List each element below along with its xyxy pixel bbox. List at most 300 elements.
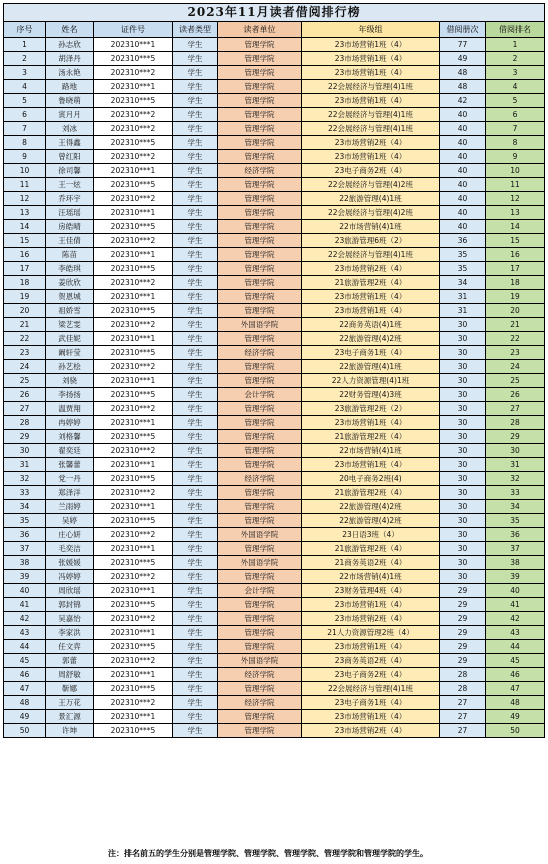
table-row: [4, 178, 545, 192]
cell-seq: 19: [4, 290, 46, 304]
cell-seq: 46: [4, 668, 46, 682]
table-row: [4, 150, 545, 164]
cell-grade-group: 23电子商务1班（4）: [302, 696, 440, 710]
table-row: [4, 402, 545, 416]
cell-borrow-count: 30: [440, 556, 486, 570]
cell-id: 202310***2: [94, 122, 173, 136]
cell-borrow-rank: 32: [486, 472, 545, 486]
cell-seq: 24: [4, 360, 46, 374]
cell-reader-unit: 管理学院: [218, 682, 302, 696]
cell-seq: 21: [4, 318, 46, 332]
cell-seq: 41: [4, 598, 46, 612]
table-row: [4, 346, 545, 360]
cell-borrow-count: 31: [440, 304, 486, 318]
cell-reader-unit: 经济学院: [218, 346, 302, 360]
cell-reader-unit: 管理学院: [218, 486, 302, 500]
cell-reader-type: 学生: [173, 318, 218, 332]
cell-id: 202310***5: [94, 94, 173, 108]
cell-seq: 4: [4, 80, 46, 94]
cell-seq: 34: [4, 500, 46, 514]
cell-reader-type: 学生: [173, 556, 218, 570]
table-title: 2023年11月读者借阅排行榜: [4, 4, 545, 22]
cell-borrow-count: 30: [440, 360, 486, 374]
cell-id: 202310***5: [94, 262, 173, 276]
table-row: [4, 696, 545, 710]
cell-reader-unit: 外国语学院: [218, 556, 302, 570]
cell-borrow-rank: 37: [486, 542, 545, 556]
table-row: [4, 374, 545, 388]
cell-reader-unit: 管理学院: [218, 52, 302, 66]
cell-borrow-rank: 4: [486, 80, 545, 94]
cell-reader-type: 学生: [173, 710, 218, 724]
cell-reader-type: 学生: [173, 178, 218, 192]
table-row: [4, 94, 545, 108]
cell-seq: 9: [4, 150, 46, 164]
cell-reader-type: 学生: [173, 94, 218, 108]
cell-id: 202310***2: [94, 150, 173, 164]
cell-name: 刘冰: [46, 122, 94, 136]
cell-reader-type: 学生: [173, 346, 218, 360]
cell-id: 202310***5: [94, 388, 173, 402]
cell-reader-unit: 管理学院: [218, 402, 302, 416]
cell-borrow-rank: 9: [486, 150, 545, 164]
cell-name: 阚轩莹: [46, 346, 94, 360]
cell-seq: 23: [4, 346, 46, 360]
cell-id: 202310***1: [94, 668, 173, 682]
cell-grade-group: 23电子商务2班（4）: [302, 668, 440, 682]
cell-borrow-count: 30: [440, 388, 486, 402]
cell-reader-unit: 管理学院: [218, 94, 302, 108]
cell-reader-unit: 经济学院: [218, 472, 302, 486]
cell-borrow-rank: 18: [486, 276, 545, 290]
cell-grade-group: 22市场营销(4)1班: [302, 570, 440, 584]
cell-name: 党一丹: [46, 472, 94, 486]
cell-grade-group: 23市场营销1班（4）: [302, 458, 440, 472]
cell-borrow-count: 30: [440, 402, 486, 416]
cell-borrow-count: 40: [440, 108, 486, 122]
cell-grade-group: 22旅游管理(4)2班: [302, 332, 440, 346]
cell-reader-unit: 管理学院: [218, 542, 302, 556]
cell-id: 202310***1: [94, 80, 173, 94]
cell-borrow-rank: 11: [486, 178, 545, 192]
cell-id: 202310***1: [94, 38, 173, 52]
cell-reader-unit: 管理学院: [218, 612, 302, 626]
cell-borrow-rank: 22: [486, 332, 545, 346]
cell-borrow-rank: 1: [486, 38, 545, 52]
cell-id: 202310***2: [94, 528, 173, 542]
header-grade-group: 年级组: [302, 22, 440, 38]
cell-reader-type: 学生: [173, 136, 218, 150]
cell-borrow-count: 29: [440, 640, 486, 654]
cell-reader-unit: 管理学院: [218, 108, 302, 122]
table-row: [4, 318, 545, 332]
cell-borrow-rank: 49: [486, 710, 545, 724]
table-row: [4, 360, 545, 374]
cell-name: 寅月月: [46, 108, 94, 122]
cell-grade-group: 22会展经济与管理(4)2班: [302, 178, 440, 192]
cell-id: 202310***2: [94, 318, 173, 332]
cell-borrow-rank: 47: [486, 682, 545, 696]
cell-reader-unit: 管理学院: [218, 444, 302, 458]
cell-name: 张馨蕾: [46, 458, 94, 472]
cell-name: 曾红阳: [46, 150, 94, 164]
cell-grade-group: 23市场营销2班（4）: [302, 724, 440, 738]
cell-name: 吴婷: [46, 514, 94, 528]
cell-grade-group: 21旅游管理2班（4）: [302, 430, 440, 444]
table-row: [4, 710, 545, 724]
cell-seq: 6: [4, 108, 46, 122]
cell-borrow-count: 30: [440, 486, 486, 500]
cell-id: 202310***5: [94, 724, 173, 738]
cell-id: 202310***2: [94, 444, 173, 458]
cell-reader-type: 学生: [173, 304, 218, 318]
cell-reader-type: 学生: [173, 360, 218, 374]
cell-seq: 42: [4, 612, 46, 626]
cell-id: 202310***1: [94, 458, 173, 472]
cell-borrow-rank: 50: [486, 724, 545, 738]
cell-name: 王得鑫: [46, 136, 94, 150]
cell-id: 202310***5: [94, 640, 173, 654]
table-row: [4, 234, 545, 248]
cell-reader-unit: 管理学院: [218, 304, 302, 318]
header-id: 证件号: [94, 22, 173, 38]
cell-grade-group: 23市场营销1班（4）: [302, 710, 440, 724]
cell-reader-unit: 管理学院: [218, 514, 302, 528]
cell-id: 202310***5: [94, 556, 173, 570]
cell-reader-unit: 管理学院: [218, 248, 302, 262]
cell-reader-type: 学生: [173, 122, 218, 136]
cell-borrow-rank: 38: [486, 556, 545, 570]
cell-name: 胡泽丹: [46, 52, 94, 66]
cell-borrow-count: 40: [440, 164, 486, 178]
cell-reader-type: 学生: [173, 444, 218, 458]
cell-reader-type: 学生: [173, 66, 218, 80]
cell-id: 202310***1: [94, 626, 173, 640]
cell-reader-unit: 管理学院: [218, 206, 302, 220]
cell-borrow-count: 27: [440, 724, 486, 738]
cell-reader-unit: 管理学院: [218, 192, 302, 206]
cell-name: 景汇源: [46, 710, 94, 724]
cell-grade-group: 22市场营销(4)1班: [302, 220, 440, 234]
cell-reader-unit: 管理学院: [218, 276, 302, 290]
cell-grade-group: 23市场营销1班（4）: [302, 304, 440, 318]
cell-id: 202310***5: [94, 472, 173, 486]
cell-reader-type: 学生: [173, 290, 218, 304]
cell-reader-type: 学生: [173, 402, 218, 416]
cell-grade-group: 23市场营销2班（4）: [302, 262, 440, 276]
cell-reader-type: 学生: [173, 248, 218, 262]
cell-id: 202310***5: [94, 136, 173, 150]
cell-grade-group: 22会展经济与管理(4)1班: [302, 108, 440, 122]
cell-reader-unit: 经济学院: [218, 668, 302, 682]
cell-borrow-count: 35: [440, 262, 486, 276]
cell-borrow-rank: 34: [486, 500, 545, 514]
cell-seq: 13: [4, 206, 46, 220]
table-row: [4, 220, 545, 234]
cell-id: 202310***5: [94, 514, 173, 528]
cell-grade-group: 23市场营销1班（4）: [302, 598, 440, 612]
cell-borrow-count: 28: [440, 668, 486, 682]
cell-seq: 35: [4, 514, 46, 528]
cell-id: 202310***5: [94, 304, 173, 318]
cell-seq: 5: [4, 94, 46, 108]
table-row: [4, 136, 545, 150]
cell-name: 汪瑶瑶: [46, 206, 94, 220]
cell-name: 孙志欣: [46, 38, 94, 52]
cell-id: 202310***2: [94, 696, 173, 710]
cell-borrow-rank: 45: [486, 654, 545, 668]
table-row: [4, 458, 545, 472]
cell-grade-group: 23市场营销1班（4）: [302, 38, 440, 52]
cell-name: 毛奕洁: [46, 542, 94, 556]
cell-reader-type: 学生: [173, 206, 218, 220]
cell-borrow-count: 30: [440, 514, 486, 528]
table-row: [4, 514, 545, 528]
cell-reader-type: 学生: [173, 234, 218, 248]
cell-borrow-rank: 41: [486, 598, 545, 612]
cell-borrow-count: 30: [440, 542, 486, 556]
cell-name: 鲁晓萌: [46, 94, 94, 108]
cell-borrow-rank: 28: [486, 416, 545, 430]
table-row: [4, 556, 545, 570]
cell-borrow-rank: 13: [486, 206, 545, 220]
cell-grade-group: 22市场营销(4)1班: [302, 444, 440, 458]
table-row: [4, 598, 545, 612]
table-row: [4, 66, 545, 80]
cell-seq: 28: [4, 416, 46, 430]
cell-name: 温贾翔: [46, 402, 94, 416]
cell-name: 吴嘉怡: [46, 612, 94, 626]
cell-id: 202310***1: [94, 584, 173, 598]
cell-borrow-count: 27: [440, 710, 486, 724]
cell-borrow-count: 77: [440, 38, 486, 52]
cell-grade-group: 23市场营销2班（4）: [302, 612, 440, 626]
cell-reader-type: 学生: [173, 570, 218, 584]
table-row: [4, 486, 545, 500]
cell-id: 202310***2: [94, 108, 173, 122]
cell-name: 武佳妮: [46, 332, 94, 346]
cell-name: 周舒敏: [46, 668, 94, 682]
cell-seq: 15: [4, 234, 46, 248]
cell-name: 房皓晴: [46, 220, 94, 234]
table-row: [4, 668, 545, 682]
cell-id: 202310***2: [94, 276, 173, 290]
cell-grade-group: 23市场营销1班（4）: [302, 66, 440, 80]
cell-id: 202310***1: [94, 164, 173, 178]
cell-grade-group: 23旅游管理6班（2）: [302, 234, 440, 248]
cell-borrow-count: 30: [440, 430, 486, 444]
cell-seq: 49: [4, 710, 46, 724]
cell-borrow-rank: 35: [486, 514, 545, 528]
table-row: [4, 290, 545, 304]
cell-grade-group: 23市场营销1班（4）: [302, 640, 440, 654]
cell-name: 王佳倩: [46, 234, 94, 248]
cell-reader-type: 学生: [173, 430, 218, 444]
cell-borrow-rank: 7: [486, 122, 545, 136]
table-row: [4, 640, 545, 654]
cell-borrow-rank: 5: [486, 94, 545, 108]
cell-id: 202310***2: [94, 192, 173, 206]
cell-name: 汤永艳: [46, 66, 94, 80]
cell-reader-type: 学生: [173, 724, 218, 738]
cell-seq: 25: [4, 374, 46, 388]
cell-grade-group: 22财务管理(4)3班: [302, 388, 440, 402]
cell-reader-unit: 管理学院: [218, 66, 302, 80]
table-row: [4, 108, 545, 122]
cell-name: 冯婷婷: [46, 570, 94, 584]
cell-reader-type: 学生: [173, 584, 218, 598]
cell-reader-unit: 经济学院: [218, 164, 302, 178]
cell-borrow-count: 28: [440, 682, 486, 696]
cell-borrow-count: 42: [440, 94, 486, 108]
table-row: [4, 416, 545, 430]
cell-borrow-rank: 20: [486, 304, 545, 318]
cell-name: 郭封锦: [46, 598, 94, 612]
cell-reader-unit: 会计学院: [218, 388, 302, 402]
cell-id: 202310***5: [94, 52, 173, 66]
cell-seq: 32: [4, 472, 46, 486]
cell-borrow-rank: 40: [486, 584, 545, 598]
table-row: [4, 276, 545, 290]
cell-seq: 18: [4, 276, 46, 290]
cell-id: 202310***5: [94, 598, 173, 612]
table-row: [4, 332, 545, 346]
cell-reader-type: 学生: [173, 626, 218, 640]
table-row: [4, 444, 545, 458]
cell-grade-group: 23旅游管理2班（2）: [302, 402, 440, 416]
cell-seq: 22: [4, 332, 46, 346]
cell-grade-group: 23电子商务1班（4）: [302, 346, 440, 360]
cell-reader-unit: 管理学院: [218, 122, 302, 136]
cell-seq: 47: [4, 682, 46, 696]
cell-reader-type: 学生: [173, 486, 218, 500]
cell-name: 徐司馨: [46, 164, 94, 178]
cell-name: 李皓琪: [46, 262, 94, 276]
cell-borrow-rank: 36: [486, 528, 545, 542]
cell-reader-unit: 管理学院: [218, 136, 302, 150]
cell-borrow-rank: 42: [486, 612, 545, 626]
cell-id: 202310***2: [94, 486, 173, 500]
table-row: [4, 192, 545, 206]
cell-seq: 1: [4, 38, 46, 52]
cell-borrow-count: 30: [440, 500, 486, 514]
cell-id: 202310***1: [94, 248, 173, 262]
cell-name: 李家洪: [46, 626, 94, 640]
cell-reader-type: 学生: [173, 500, 218, 514]
cell-borrow-count: 40: [440, 178, 486, 192]
cell-borrow-rank: 16: [486, 248, 545, 262]
cell-borrow-rank: 6: [486, 108, 545, 122]
cell-grade-group: 21旅游管理2班（4）: [302, 542, 440, 556]
table-row: [4, 724, 545, 738]
cell-borrow-rank: 10: [486, 164, 545, 178]
cell-id: 202310***1: [94, 332, 173, 346]
cell-name: 姜欣欣: [46, 276, 94, 290]
cell-reader-unit: 管理学院: [218, 360, 302, 374]
cell-grade-group: 21商务英语2班（4）: [302, 556, 440, 570]
cell-seq: 44: [4, 640, 46, 654]
table-row: [4, 682, 545, 696]
table-row: [4, 542, 545, 556]
cell-borrow-rank: 2: [486, 52, 545, 66]
cell-name: 任文弈: [46, 640, 94, 654]
table-row: [4, 38, 545, 52]
cell-reader-type: 学生: [173, 654, 218, 668]
table-row: [4, 612, 545, 626]
cell-grade-group: 23市场营销1班（4）: [302, 94, 440, 108]
cell-name: 郭蕾: [46, 654, 94, 668]
cell-reader-unit: 外国语学院: [218, 654, 302, 668]
cell-name: 祖娇雪: [46, 304, 94, 318]
cell-reader-unit: 管理学院: [218, 710, 302, 724]
header-reader-type: 读者类型: [173, 22, 218, 38]
cell-reader-type: 学生: [173, 472, 218, 486]
table-row: [4, 570, 545, 584]
cell-seq: 45: [4, 654, 46, 668]
cell-borrow-rank: 31: [486, 458, 545, 472]
cell-borrow-rank: 21: [486, 318, 545, 332]
cell-id: 202310***2: [94, 654, 173, 668]
cell-reader-unit: 管理学院: [218, 458, 302, 472]
cell-seq: 2: [4, 52, 46, 66]
cell-grade-group: 23市场营销2班（4）: [302, 136, 440, 150]
cell-id: 202310***1: [94, 206, 173, 220]
cell-reader-type: 学生: [173, 682, 218, 696]
cell-reader-type: 学生: [173, 542, 218, 556]
cell-name: 翟奕廷: [46, 444, 94, 458]
cell-borrow-rank: 24: [486, 360, 545, 374]
cell-seq: 27: [4, 402, 46, 416]
cell-reader-unit: 管理学院: [218, 640, 302, 654]
cell-borrow-count: 48: [440, 66, 486, 80]
cell-reader-unit: 管理学院: [218, 178, 302, 192]
cell-grade-group: 23日语3班（4）: [302, 528, 440, 542]
cell-name: 乔环宇: [46, 192, 94, 206]
cell-grade-group: 23市场营销1班（4）: [302, 52, 440, 66]
cell-reader-type: 学生: [173, 220, 218, 234]
cell-borrow-count: 29: [440, 612, 486, 626]
cell-reader-unit: 管理学院: [218, 570, 302, 584]
cell-seq: 11: [4, 178, 46, 192]
table-row: [4, 122, 545, 136]
cell-grade-group: 22旅游管理(4)2班: [302, 500, 440, 514]
cell-borrow-rank: 44: [486, 640, 545, 654]
table-row: [4, 528, 545, 542]
cell-seq: 8: [4, 136, 46, 150]
cell-reader-unit: 管理学院: [218, 80, 302, 94]
table-row: [4, 430, 545, 444]
cell-borrow-count: 30: [440, 472, 486, 486]
cell-reader-unit: 经济学院: [218, 696, 302, 710]
cell-id: 202310***2: [94, 234, 173, 248]
cell-reader-type: 学生: [173, 262, 218, 276]
cell-borrow-count: 35: [440, 248, 486, 262]
cell-name: 许坤: [46, 724, 94, 738]
cell-seq: 16: [4, 248, 46, 262]
cell-id: 202310***1: [94, 290, 173, 304]
cell-grade-group: 22人力资源管理(4)1班: [302, 374, 440, 388]
cell-borrow-count: 40: [440, 136, 486, 150]
cell-name: 路地: [46, 80, 94, 94]
cell-borrow-count: 29: [440, 584, 486, 598]
cell-grade-group: 22会展经济与管理(4)1班: [302, 80, 440, 94]
cell-name: 陈苗: [46, 248, 94, 262]
cell-id: 202310***5: [94, 430, 173, 444]
table-row: [4, 584, 545, 598]
cell-borrow-count: 40: [440, 220, 486, 234]
cell-reader-type: 学生: [173, 668, 218, 682]
cell-borrow-rank: 27: [486, 402, 545, 416]
